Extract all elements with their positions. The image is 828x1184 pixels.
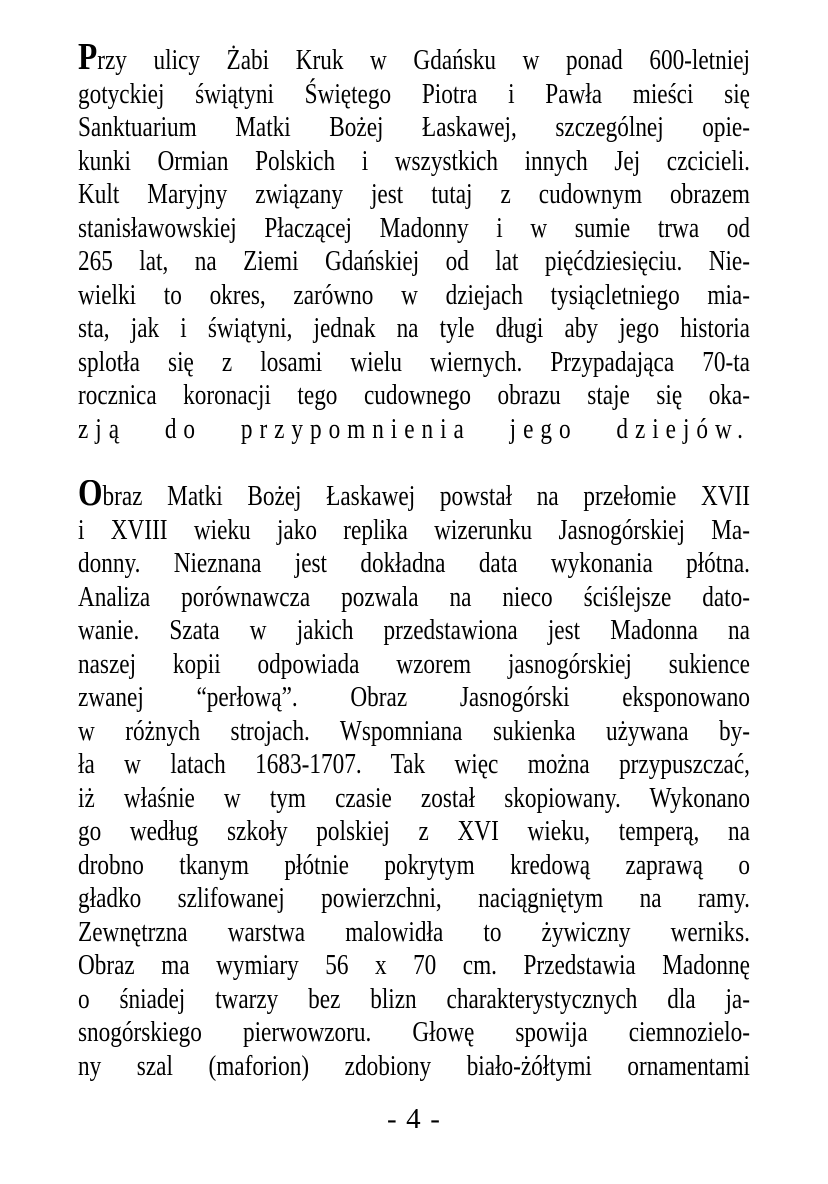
text-line: ła w latach 1683-1707. Tak więc można przypuszczać, [78, 749, 750, 780]
text-line: wanie. Szata w jakich przedstawiona jest Madonna na [78, 615, 750, 646]
text-line: snogórskiego pierwowzoru. Głowę spowija ciemnozielo- [78, 1017, 750, 1048]
text-line: naszej kopii odpowiada wzorem jasnogórskiej sukience [78, 648, 750, 680]
text-line: zją do przypomnienia jego dziejów. [78, 413, 750, 445]
text-line: iż właśnie w tym czasie został skopiowany. Wykonano [78, 782, 750, 814]
text-line: kunki Ormian Polskich i wszystkich innych Jej czcicieli. [78, 145, 750, 177]
text-line: Kult Maryjny związany jest tutaj z cudownym obrazem [78, 179, 750, 210]
text-line [78, 44, 750, 78]
text-line: zwanej “perłową”. Obraz Jasnogórski eksponowano [78, 682, 750, 713]
text-line: gotyckiej świątyni Świętego Piotra i Pawła mieści się [78, 78, 750, 110]
text-line [78, 480, 750, 514]
paragraph-2 [78, 480, 750, 1083]
text-line: Sanktuarium Matki Bożej Łaskawej, szczególnej opie- [78, 112, 750, 143]
text-line: Analiza porównawcza pozwala na nieco ściślejsze dato- [78, 581, 750, 613]
text-line: sta, jak i świątyni, jednak na tyle długi aby jego historia [78, 313, 750, 344]
text-line: i XVIII wieku jako replika wizerunku Jasnogórskiej Ma- [78, 514, 750, 546]
text-column [78, 44, 750, 1083]
paragraph-1 [78, 44, 750, 446]
page-number: - 4 - [386, 1103, 442, 1135]
text-line: drobno tkanym płótnie pokrytym kredową zaprawą o [78, 849, 750, 881]
text-line: stanisławowskiej Płaczącej Madonny i w sumie trwa od [78, 212, 750, 244]
text-line-rest: rzy ulicy Żabi Kruk w Gdańsku w ponad 600-letniej [97, 45, 750, 76]
initial-capital: O [78, 480, 103, 514]
text-line: go według szkoły polskiej z XVI wieku, temperą, na [78, 816, 750, 847]
text-line: 265 lat, na Ziemi Gdańskiej od lat pięćdziesięciu. Nie- [78, 246, 750, 277]
text-line: o śniadej twarzy bez blizn charakterystycznych dla ja- [78, 983, 750, 1015]
text-line: splotła się z losami wielu wiernych. Przypadająca 70-ta [78, 346, 750, 378]
text-line: wielki to okres, zarówno w dziejach tysiącletniego mia- [78, 279, 750, 311]
text-line: Obraz ma wymiary 56 x 70 cm. Przedstawia Madonnę [78, 950, 750, 981]
text-line: Zewnętrzna warstwa malowidła to żywiczny werniks. [78, 916, 750, 948]
text-line: rocznica koronacji tego cudownego obrazu staje się oka- [78, 380, 750, 411]
text-line: gładko szlifowanej powierzchni, naciągniętym na ramy. [78, 883, 750, 914]
text-line: w różnych strojach. Wspomniana sukienka używana by- [78, 715, 750, 747]
text-line: donny. Nieznana jest dokładna data wykonania płótna. [78, 548, 750, 579]
initial-capital: P [78, 44, 98, 78]
text-line: ny szal (maforion) zdobiony biało-żółtymi ornamentami [78, 1050, 750, 1082]
text-line-rest: braz Matki Bożej Łaskawej powstał na przełomie XVII [102, 481, 750, 512]
